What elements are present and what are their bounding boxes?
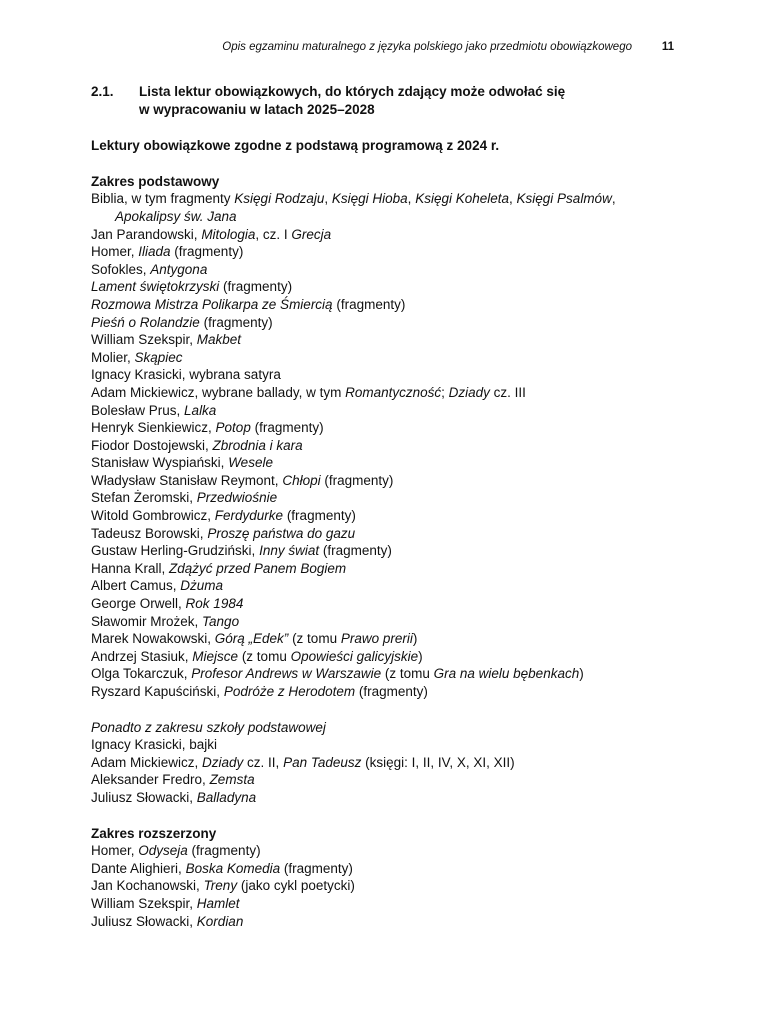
item-text: (z tomu: [381, 666, 434, 682]
item-text: (jako cykl poetycki): [237, 878, 355, 894]
section-title-line-1: Lista lektur obowiązkowych, do których zdający może odwołać się: [139, 84, 566, 99]
reading-list-item: [91, 489, 691, 507]
work-title: Księgi Rodzaju: [234, 191, 325, 207]
reading-list-item: [91, 842, 691, 860]
reading-list-item: [91, 278, 691, 296]
item-text: Homer,: [91, 843, 139, 859]
item-text: Henryk Sienkiewicz,: [91, 420, 216, 436]
reading-list-item: [91, 454, 691, 472]
primary-school-heading: Ponadto z zakresu szkoły podstawowej: [91, 719, 326, 735]
item-text: Tadeusz Borowski,: [91, 525, 208, 541]
work-title: Makbet: [196, 332, 242, 348]
item-text: Bolesław Prus,: [91, 402, 185, 418]
item-text: (fragmenty): [250, 420, 324, 436]
reading-list-item: [91, 754, 691, 772]
item-text: Olga Tokarczuk,: [91, 666, 192, 682]
item-text: Marek Nowakowski,: [91, 631, 215, 647]
work-title: Dżuma: [180, 578, 224, 594]
page-header: [0, 41, 768, 59]
item-text: Fiodor Dostojewski,: [91, 437, 213, 453]
item-text: (fragmenty): [332, 296, 406, 312]
work-title: Górą „Edek”: [214, 631, 289, 647]
reading-list-item: [91, 630, 691, 648]
item-text: Sławomir Mrożek,: [91, 613, 203, 629]
item-text: (z tomu: [288, 631, 341, 647]
work-title: Treny: [203, 878, 238, 894]
reading-list-item: [91, 366, 691, 384]
reading-list-item: [91, 243, 691, 261]
basic-reading-list: [91, 190, 691, 700]
item-text: Juliusz Słowacki,: [91, 789, 197, 805]
reading-list-item: [91, 419, 691, 437]
item-text: cz. II,: [243, 754, 284, 770]
item-text: Adam Mickiewicz,: [91, 754, 203, 770]
work-title: Boska Komedia: [185, 860, 281, 876]
page-number: 11: [661, 41, 674, 53]
reading-list-item: [91, 542, 691, 560]
work-title: Przedwiośnie: [196, 490, 278, 506]
work-title: Zemsta: [209, 772, 255, 788]
work-title: Proszę państwa do gazu: [207, 525, 356, 541]
reading-list-item: [91, 736, 691, 754]
reading-list-item: [91, 314, 691, 332]
item-text: Aleksander Fredro,: [91, 772, 210, 788]
header-title: Opis egzaminu maturalnego z języka polskiego jako przedmiotu obowiązkowego: [222, 41, 632, 53]
work-title: Pieśń o Rolandzie: [91, 314, 200, 330]
reading-list-item: [91, 913, 691, 931]
work-title: Wesele: [228, 455, 273, 471]
reading-list-item: [91, 437, 691, 455]
work-title: Księgi Hioba: [331, 191, 408, 207]
reading-list-item: [91, 384, 691, 402]
reading-list-item: [91, 877, 691, 895]
reading-list-item: [91, 402, 691, 420]
reading-list-item: [91, 789, 691, 807]
item-text: Biblia, w tym fragmenty: [91, 191, 235, 207]
work-title: Odyseja: [138, 843, 188, 859]
lead-heading: Lektury obowiązkowe zgodne z podstawą programową z 2024 r.: [91, 138, 500, 154]
item-text: Władysław Stanisław Reymont,: [91, 472, 283, 488]
work-title: Gra na wielu bębenkach: [433, 666, 580, 682]
reading-list-item: [91, 525, 691, 543]
work-title: Zbrodnia i kara: [212, 437, 303, 453]
item-text: Witold Gombrowicz,: [91, 508, 215, 524]
document-body: [91, 83, 691, 930]
work-title: Miejsce: [192, 648, 239, 664]
item-text: ,: [407, 191, 416, 207]
item-text: (fragmenty): [355, 684, 428, 699]
item-text: Ryszard Kapuściński,: [91, 684, 224, 699]
item-text: Hanna Krall,: [91, 560, 170, 576]
reading-list-item: [91, 595, 691, 613]
basic-scope-heading: Zakres podstawowy: [91, 173, 220, 189]
work-title: Iliada: [138, 244, 171, 260]
item-text: (fragmenty): [199, 314, 273, 330]
item-text: ): [579, 666, 584, 682]
item-text: William Szekspir,: [91, 332, 197, 348]
item-text: (księgi: I, II, IV, X, XI, XII): [361, 754, 515, 770]
work-title: Księgi Koheleta: [415, 191, 510, 207]
work-title: Ferdydurke: [214, 508, 284, 524]
item-text: William Szekspir,: [91, 895, 197, 911]
work-title: Dziady: [448, 384, 490, 400]
item-text: (fragmenty): [280, 860, 353, 876]
item-text: Juliusz Słowacki,: [91, 913, 197, 929]
item-text: (fragmenty): [283, 508, 356, 524]
work-title: Mitologia: [201, 226, 256, 242]
work-title: Pan Tadeusz: [283, 754, 362, 770]
item-text: Jan Kochanowski,: [91, 878, 204, 894]
item-text: ,: [611, 191, 616, 207]
work-title: Antygona: [150, 261, 208, 277]
work-title: Tango: [202, 613, 240, 629]
item-text: Stefan Żeromski,: [91, 490, 197, 506]
work-title: Skąpiec: [134, 349, 183, 365]
item-text: Jan Parandowski,: [91, 226, 202, 242]
work-title: Apokalipsy św. Jana: [115, 208, 237, 224]
work-title: Opowieści galicyjskie: [290, 648, 419, 664]
reading-list-item: [91, 349, 691, 367]
work-title: Podróże z Herodotem: [223, 684, 356, 699]
work-title: Potop: [215, 420, 251, 436]
work-title: Kordian: [196, 913, 244, 929]
reading-list-item: [91, 577, 691, 595]
section-title-line-2: w wypracowaniu w latach 2025–2028: [139, 101, 375, 117]
reading-list-item: [91, 190, 691, 208]
section-heading: [91, 83, 691, 118]
work-title: Rok 1984: [185, 596, 244, 612]
reading-list-item: [91, 613, 691, 631]
work-title: Chłopi: [282, 472, 321, 488]
reading-list-item: [91, 771, 691, 789]
item-text: , cz. I: [255, 226, 292, 242]
work-title: Księgi Psalmów: [516, 191, 612, 207]
extended-reading-list: [91, 842, 691, 930]
item-text: Andrzej Stasiuk,: [91, 648, 193, 664]
item-text: (fragmenty): [170, 244, 244, 260]
work-title: Inny świat: [259, 543, 320, 559]
work-title: Grecja: [291, 226, 332, 242]
item-text: George Orwell,: [91, 596, 186, 612]
reading-list-item: [91, 331, 691, 349]
item-text: Ignacy Krasicki, wybrana satyra: [91, 367, 281, 383]
work-title: Prawo prerii: [340, 631, 413, 647]
item-text: Dante Alighieri,: [91, 860, 186, 876]
item-text: Molier,: [91, 349, 135, 365]
item-text: Adam Mickiewicz, wybrane ballady, w tym: [91, 384, 346, 400]
work-title: Hamlet: [196, 895, 240, 911]
work-title: Profesor Andrews w Warszawie: [191, 666, 382, 682]
reading-list-item: [91, 895, 691, 913]
item-text: Sofokles,: [91, 261, 151, 277]
item-text: Ignacy Krasicki, bajki: [91, 737, 218, 753]
item-text: (z tomu: [238, 648, 291, 664]
item-text: ): [418, 648, 423, 664]
reading-list-item: [91, 296, 691, 314]
reading-list-item: [91, 472, 691, 490]
item-text: ;: [441, 384, 449, 400]
reading-list-item: [91, 683, 691, 701]
item-text: Albert Camus,: [91, 578, 181, 594]
item-text: ,: [324, 191, 332, 207]
item-text: (fragmenty): [320, 472, 394, 488]
item-text: (fragmenty): [187, 843, 261, 859]
item-text: (fragmenty): [319, 543, 392, 559]
item-text: Gustaw Herling-Grudziński,: [91, 543, 260, 559]
work-title: Lament świętokrzyski: [91, 279, 220, 295]
item-text: ,: [509, 191, 517, 207]
reading-list-item: [91, 208, 691, 226]
work-title: Zdążyć przed Panem Bogiem: [169, 560, 347, 576]
item-text: Stanisław Wyspiański,: [91, 455, 229, 471]
item-text: (fragmenty): [219, 279, 293, 295]
work-title: Rozmowa Mistrza Polikarpa ze Śmiercią: [91, 296, 333, 312]
item-text: Homer,: [91, 244, 139, 260]
work-title: Romantyczność: [345, 384, 442, 400]
section-number: 2.1.: [91, 84, 114, 99]
reading-list-item: [91, 261, 691, 279]
work-title: Lalka: [184, 402, 217, 418]
reading-list-item: [91, 226, 691, 244]
reading-list-item: [91, 560, 691, 578]
reading-list-item: [91, 860, 691, 878]
reading-list-item: [91, 507, 691, 525]
work-title: Dziady: [202, 754, 244, 770]
primary-reading-list: [91, 736, 691, 806]
reading-list-item: [91, 648, 691, 666]
item-text: ): [412, 631, 418, 647]
extended-scope-heading: Zakres rozszerzony: [91, 825, 217, 841]
item-text: cz. III: [489, 384, 526, 400]
reading-list-item: [91, 665, 691, 683]
work-title: Balladyna: [196, 789, 257, 805]
